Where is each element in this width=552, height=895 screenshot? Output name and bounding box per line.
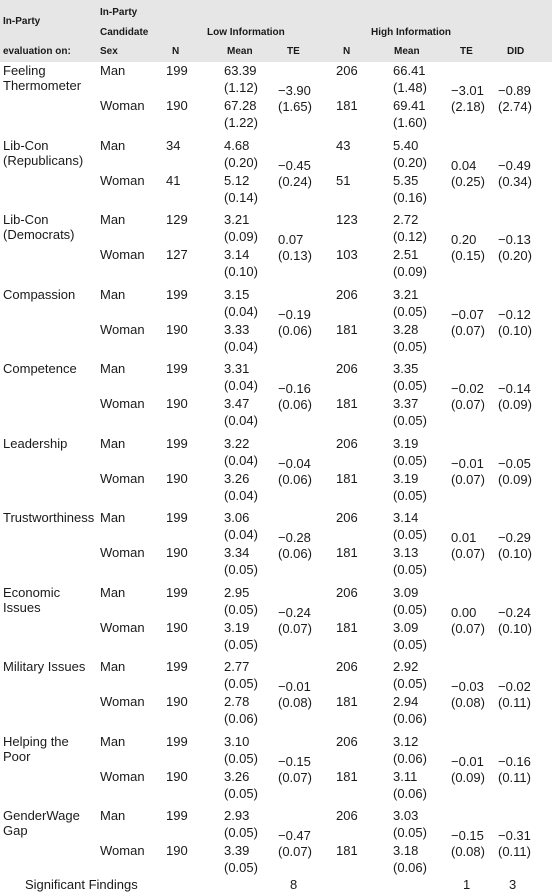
- se-high-cell: (0.05): [393, 562, 427, 577]
- n-high-cell: 181: [336, 322, 358, 337]
- row-label: Economic: [3, 585, 61, 600]
- sex-cell: Woman: [100, 98, 145, 113]
- did-cell: −0.02: [498, 679, 531, 694]
- n-high-cell: 181: [336, 471, 358, 486]
- mean-high-cell: 5.40: [393, 138, 419, 153]
- se-low-cell: (0.06): [224, 711, 258, 726]
- row-label-line2: Issues: [3, 600, 41, 615]
- significant-findings-te-low: 8: [290, 877, 298, 892]
- n-low-cell: 199: [166, 287, 188, 302]
- te-high-cell: 0.04: [451, 158, 477, 173]
- did-cell: −0.89: [498, 83, 531, 98]
- significant-findings-label: Significant Findings: [25, 877, 138, 892]
- mean-high-cell: 5.35: [393, 173, 419, 188]
- sex-cell: Man: [100, 659, 126, 674]
- sex-cell: Man: [100, 63, 126, 78]
- n-high-cell: 181: [336, 98, 358, 113]
- mean-high-cell: 69.41: [393, 98, 426, 113]
- te-low-cell: −0.04: [278, 456, 311, 471]
- se-low-cell: (0.05): [224, 602, 258, 617]
- te-low-se-cell: (0.07): [278, 844, 312, 859]
- te-high-cell: −0.15: [451, 828, 484, 843]
- sex-cell: Man: [100, 138, 126, 153]
- se-high-cell: (0.05): [393, 676, 427, 691]
- row-label: Competence: [3, 361, 77, 376]
- te-low-cell: −0.28: [278, 530, 311, 545]
- te-high-se-cell: (0.25): [451, 174, 485, 189]
- mean-low-cell: 3.19: [224, 620, 250, 635]
- n-high-cell: 206: [336, 361, 358, 376]
- mean-high-cell: 2.51: [393, 247, 419, 262]
- te-low-se-cell: (1.65): [278, 99, 312, 114]
- n-high-cell: 181: [336, 396, 358, 411]
- se-low-cell: (0.05): [224, 637, 258, 652]
- sex-cell: Man: [100, 585, 126, 600]
- row-label: Lib-Con: [3, 138, 49, 153]
- sex-cell: Man: [100, 734, 126, 749]
- n-low-cell: 199: [166, 808, 188, 823]
- header-col2-line2: Candidate: [100, 27, 149, 38]
- n-high-cell: 103: [336, 247, 358, 262]
- sex-cell: Woman: [100, 247, 145, 262]
- mean-high-cell: 3.12: [393, 734, 419, 749]
- did-cell: −0.05: [498, 456, 531, 471]
- te-low-se-cell: (0.07): [278, 621, 312, 636]
- mean-high-cell: 2.72: [393, 212, 419, 227]
- n-low-cell: 190: [166, 843, 188, 858]
- te-low-se-cell: (0.06): [278, 397, 312, 412]
- te-high-cell: −0.01: [451, 754, 484, 769]
- n-high-cell: 206: [336, 436, 358, 451]
- sex-cell: Man: [100, 361, 126, 376]
- n-low-cell: 190: [166, 471, 188, 486]
- n-low-cell: 190: [166, 322, 188, 337]
- te-low-cell: −0.24: [278, 605, 311, 620]
- n-low-cell: 190: [166, 396, 188, 411]
- did-cell: −0.13: [498, 232, 531, 247]
- mean-high-cell: 3.18: [393, 843, 419, 858]
- mean-low-cell: 3.26: [224, 769, 250, 784]
- n-low-cell: 190: [166, 769, 188, 784]
- significant-findings-te-high: 1: [463, 877, 471, 892]
- n-low-cell: 129: [166, 212, 188, 227]
- n-high-cell: 181: [336, 694, 358, 709]
- did-se-cell: (2.74): [498, 99, 532, 114]
- mean-low-cell: 67.28: [224, 98, 257, 113]
- te-high-cell: −0.01: [451, 456, 484, 471]
- se-low-cell: (0.05): [224, 860, 258, 875]
- te-high-se-cell: (0.07): [451, 472, 485, 487]
- n-low-cell: 199: [166, 585, 188, 600]
- n-low-cell: 199: [166, 510, 188, 525]
- te-low-se-cell: (0.06): [278, 472, 312, 487]
- se-low-cell: (0.05): [224, 562, 258, 577]
- n-high-cell: 206: [336, 808, 358, 823]
- header-mean-low: Mean: [227, 46, 253, 57]
- n-high-cell: 181: [336, 545, 358, 560]
- n-low-cell: 127: [166, 247, 188, 262]
- row-label-line2: (Democrats): [3, 227, 75, 242]
- header-col2-line3: Sex: [100, 46, 118, 57]
- row-label-line2: Gap: [3, 823, 28, 838]
- te-low-cell: −0.47: [278, 828, 311, 843]
- n-high-cell: 43: [336, 138, 351, 153]
- mean-low-cell: 4.68: [224, 138, 250, 153]
- did-cell: −0.31: [498, 828, 531, 843]
- se-high-cell: (0.06): [393, 711, 427, 726]
- se-high-cell: (0.05): [393, 378, 427, 393]
- did-se-cell: (0.11): [498, 770, 531, 785]
- did-se-cell: (0.09): [498, 472, 532, 487]
- se-high-cell: (0.05): [393, 488, 427, 503]
- te-low-cell: −0.45: [278, 158, 311, 173]
- se-low-cell: (0.10): [224, 264, 258, 279]
- did-cell: −0.16: [498, 754, 531, 769]
- te-low-cell: 0.07: [278, 232, 304, 247]
- mean-high-cell: 3.09: [393, 620, 419, 635]
- te-low-se-cell: (0.07): [278, 770, 312, 785]
- mean-low-cell: 3.22: [224, 436, 250, 451]
- se-low-cell: (0.04): [224, 453, 258, 468]
- mean-low-cell: 3.26: [224, 471, 250, 486]
- te-low-se-cell: (0.13): [278, 248, 312, 263]
- n-high-cell: 206: [336, 63, 358, 78]
- se-low-cell: (0.05): [224, 786, 258, 801]
- se-low-cell: (0.05): [224, 751, 258, 766]
- se-high-cell: (1.48): [393, 80, 427, 95]
- header-did: DID: [507, 46, 525, 57]
- mean-low-cell: 3.10: [224, 734, 250, 749]
- n-low-cell: 199: [166, 436, 188, 451]
- se-low-cell: (1.12): [224, 80, 258, 95]
- n-low-cell: 34: [166, 138, 181, 153]
- sex-cell: Woman: [100, 173, 145, 188]
- te-low-cell: −0.15: [278, 754, 311, 769]
- te-high-cell: 0.00: [451, 605, 477, 620]
- te-high-cell: −0.07: [451, 307, 484, 322]
- header-col2-line1: In-Party: [100, 7, 138, 18]
- n-low-cell: 199: [166, 734, 188, 749]
- row-label: Leadership: [3, 436, 68, 451]
- se-high-cell: (0.06): [393, 751, 427, 766]
- n-low-cell: 190: [166, 545, 188, 560]
- te-low-cell: −0.01: [278, 679, 311, 694]
- te-low-se-cell: (0.06): [278, 323, 312, 338]
- te-high-se-cell: (0.15): [451, 248, 485, 263]
- se-high-cell: (0.05): [393, 637, 427, 652]
- se-high-cell: (0.09): [393, 264, 427, 279]
- n-low-cell: 199: [166, 63, 188, 78]
- se-high-cell: (0.16): [393, 190, 427, 205]
- n-high-cell: 206: [336, 585, 358, 600]
- did-se-cell: (0.11): [498, 844, 531, 859]
- se-low-cell: (0.04): [224, 527, 258, 542]
- row-label: GenderWage: [3, 808, 80, 823]
- did-se-cell: (0.11): [498, 695, 531, 710]
- te-high-se-cell: (0.07): [451, 621, 485, 636]
- te-low-cell: −0.16: [278, 381, 311, 396]
- mean-high-cell: 3.14: [393, 510, 419, 525]
- te-high-se-cell: (0.07): [451, 323, 485, 338]
- mean-high-cell: 2.92: [393, 659, 419, 674]
- row-label: Helping the: [3, 734, 69, 749]
- n-high-cell: 206: [336, 287, 358, 302]
- te-low-se-cell: (0.08): [278, 695, 312, 710]
- mean-low-cell: 3.15: [224, 287, 250, 302]
- did-cell: −0.49: [498, 158, 531, 173]
- se-high-cell: (0.06): [393, 860, 427, 875]
- did-se-cell: (0.34): [498, 174, 532, 189]
- se-low-cell: (0.04): [224, 339, 258, 354]
- header-n-high: N: [343, 46, 351, 57]
- header-col1-line2: evaluation on:: [3, 46, 71, 57]
- se-high-cell: (0.05): [393, 453, 427, 468]
- mean-low-cell: 3.33: [224, 322, 250, 337]
- mean-low-cell: 3.34: [224, 545, 250, 560]
- mean-high-cell: 3.21: [393, 287, 419, 302]
- did-se-cell: (0.10): [498, 546, 532, 561]
- sex-cell: Woman: [100, 694, 145, 709]
- header-col1-line1: In-Party: [3, 16, 41, 27]
- did-cell: −0.14: [498, 381, 531, 396]
- sex-cell: Woman: [100, 843, 145, 858]
- header-te-high: TE: [460, 46, 473, 57]
- te-low-se-cell: (0.06): [278, 546, 312, 561]
- se-low-cell: (0.05): [224, 825, 258, 840]
- row-label-line2: Thermometer: [3, 78, 82, 93]
- te-high-cell: −0.03: [451, 679, 484, 694]
- te-low-cell: −0.19: [278, 307, 311, 322]
- te-high-cell: 0.20: [451, 232, 477, 247]
- table-header: [0, 0, 552, 62]
- te-high-cell: 0.01: [451, 530, 477, 545]
- mean-high-cell: 3.35: [393, 361, 419, 376]
- mean-low-cell: 3.47: [224, 396, 250, 411]
- se-low-cell: (0.20): [224, 155, 258, 170]
- se-high-cell: (0.05): [393, 527, 427, 542]
- significant-findings-did: 3: [509, 877, 517, 892]
- did-cell: −0.12: [498, 307, 531, 322]
- te-high-se-cell: (2.18): [451, 99, 485, 114]
- n-high-cell: 206: [336, 659, 358, 674]
- se-high-cell: (0.05): [393, 825, 427, 840]
- did-se-cell: (0.10): [498, 323, 532, 338]
- se-low-cell: (0.04): [224, 378, 258, 393]
- header-n-low: N: [172, 46, 180, 57]
- n-high-cell: 123: [336, 212, 358, 227]
- n-low-cell: 190: [166, 98, 188, 113]
- sex-cell: Woman: [100, 545, 145, 560]
- se-high-cell: (0.05): [393, 602, 427, 617]
- se-high-cell: (0.12): [393, 229, 427, 244]
- header-te-low: TE: [287, 46, 300, 57]
- se-high-cell: (0.05): [393, 339, 427, 354]
- row-label: Feeling: [3, 63, 46, 78]
- se-low-cell: (1.22): [224, 115, 258, 130]
- mean-high-cell: 3.28: [393, 322, 419, 337]
- row-label-line2: (Republicans): [3, 153, 84, 168]
- header-low-information: Low Information: [207, 27, 285, 38]
- te-high-se-cell: (0.08): [451, 844, 485, 859]
- te-low-cell: −3.90: [278, 83, 311, 98]
- se-low-cell: (0.04): [224, 488, 258, 503]
- did-cell: −0.29: [498, 530, 531, 545]
- mean-low-cell: 2.77: [224, 659, 250, 674]
- row-label-line2: Poor: [3, 749, 31, 764]
- sex-cell: Man: [100, 436, 126, 451]
- mean-high-cell: 66.41: [393, 63, 426, 78]
- se-high-cell: (0.20): [393, 155, 427, 170]
- n-high-cell: 181: [336, 769, 358, 784]
- se-high-cell: (0.05): [393, 304, 427, 319]
- row-label: Trustworthiness: [3, 510, 95, 525]
- mean-low-cell: 63.39: [224, 63, 257, 78]
- n-high-cell: 51: [336, 173, 351, 188]
- te-high-se-cell: (0.09): [451, 770, 485, 785]
- te-high-cell: −3.01: [451, 83, 484, 98]
- row-label: Military Issues: [3, 659, 86, 674]
- sex-cell: Man: [100, 287, 126, 302]
- se-low-cell: (0.04): [224, 304, 258, 319]
- mean-low-cell: 5.12: [224, 173, 250, 188]
- row-label: Lib-Con: [3, 212, 49, 227]
- sex-cell: Woman: [100, 322, 145, 337]
- sex-cell: Woman: [100, 620, 145, 635]
- did-se-cell: (0.10): [498, 621, 532, 636]
- mean-high-cell: 3.19: [393, 436, 419, 451]
- mean-high-cell: 3.13: [393, 545, 419, 560]
- sex-cell: Man: [100, 808, 126, 823]
- mean-low-cell: 2.95: [224, 585, 250, 600]
- se-low-cell: (0.04): [224, 413, 258, 428]
- sex-cell: Woman: [100, 471, 145, 486]
- row-label: Compassion: [3, 287, 76, 302]
- te-high-cell: −0.02: [451, 381, 484, 396]
- te-low-se-cell: (0.24): [278, 174, 312, 189]
- mean-low-cell: 3.06: [224, 510, 250, 525]
- te-high-se-cell: (0.08): [451, 695, 485, 710]
- mean-low-cell: 3.21: [224, 212, 250, 227]
- mean-high-cell: 2.94: [393, 694, 419, 709]
- se-low-cell: (0.05): [224, 676, 258, 691]
- se-low-cell: (0.09): [224, 229, 258, 244]
- n-low-cell: 41: [166, 173, 181, 188]
- mean-high-cell: 3.37: [393, 396, 419, 411]
- mean-low-cell: 3.39: [224, 843, 250, 858]
- se-high-cell: (0.05): [393, 413, 427, 428]
- header-mean-high: Mean: [394, 46, 420, 57]
- did-se-cell: (0.20): [498, 248, 532, 263]
- mean-high-cell: 3.11: [393, 769, 418, 784]
- header-high-information: High Information: [371, 27, 451, 38]
- n-high-cell: 206: [336, 510, 358, 525]
- n-low-cell: 190: [166, 694, 188, 709]
- did-cell: −0.24: [498, 605, 531, 620]
- mean-low-cell: 2.78: [224, 694, 250, 709]
- n-low-cell: 199: [166, 361, 188, 376]
- mean-high-cell: 3.19: [393, 471, 419, 486]
- n-low-cell: 199: [166, 659, 188, 674]
- mean-high-cell: 3.03: [393, 808, 419, 823]
- n-high-cell: 206: [336, 734, 358, 749]
- te-high-se-cell: (0.07): [451, 546, 485, 561]
- n-high-cell: 181: [336, 620, 358, 635]
- n-low-cell: 190: [166, 620, 188, 635]
- se-high-cell: (1.60): [393, 115, 427, 130]
- did-se-cell: (0.09): [498, 397, 532, 412]
- mean-low-cell: 3.14: [224, 247, 250, 262]
- mean-low-cell: 3.31: [224, 361, 250, 376]
- mean-high-cell: 3.09: [393, 585, 419, 600]
- se-high-cell: (0.06): [393, 786, 427, 801]
- sex-cell: Woman: [100, 396, 145, 411]
- sex-cell: Man: [100, 510, 126, 525]
- mean-low-cell: 2.93: [224, 808, 250, 823]
- n-high-cell: 181: [336, 843, 358, 858]
- te-high-se-cell: (0.07): [451, 397, 485, 412]
- sex-cell: Man: [100, 212, 126, 227]
- sex-cell: Woman: [100, 769, 145, 784]
- se-low-cell: (0.14): [224, 190, 258, 205]
